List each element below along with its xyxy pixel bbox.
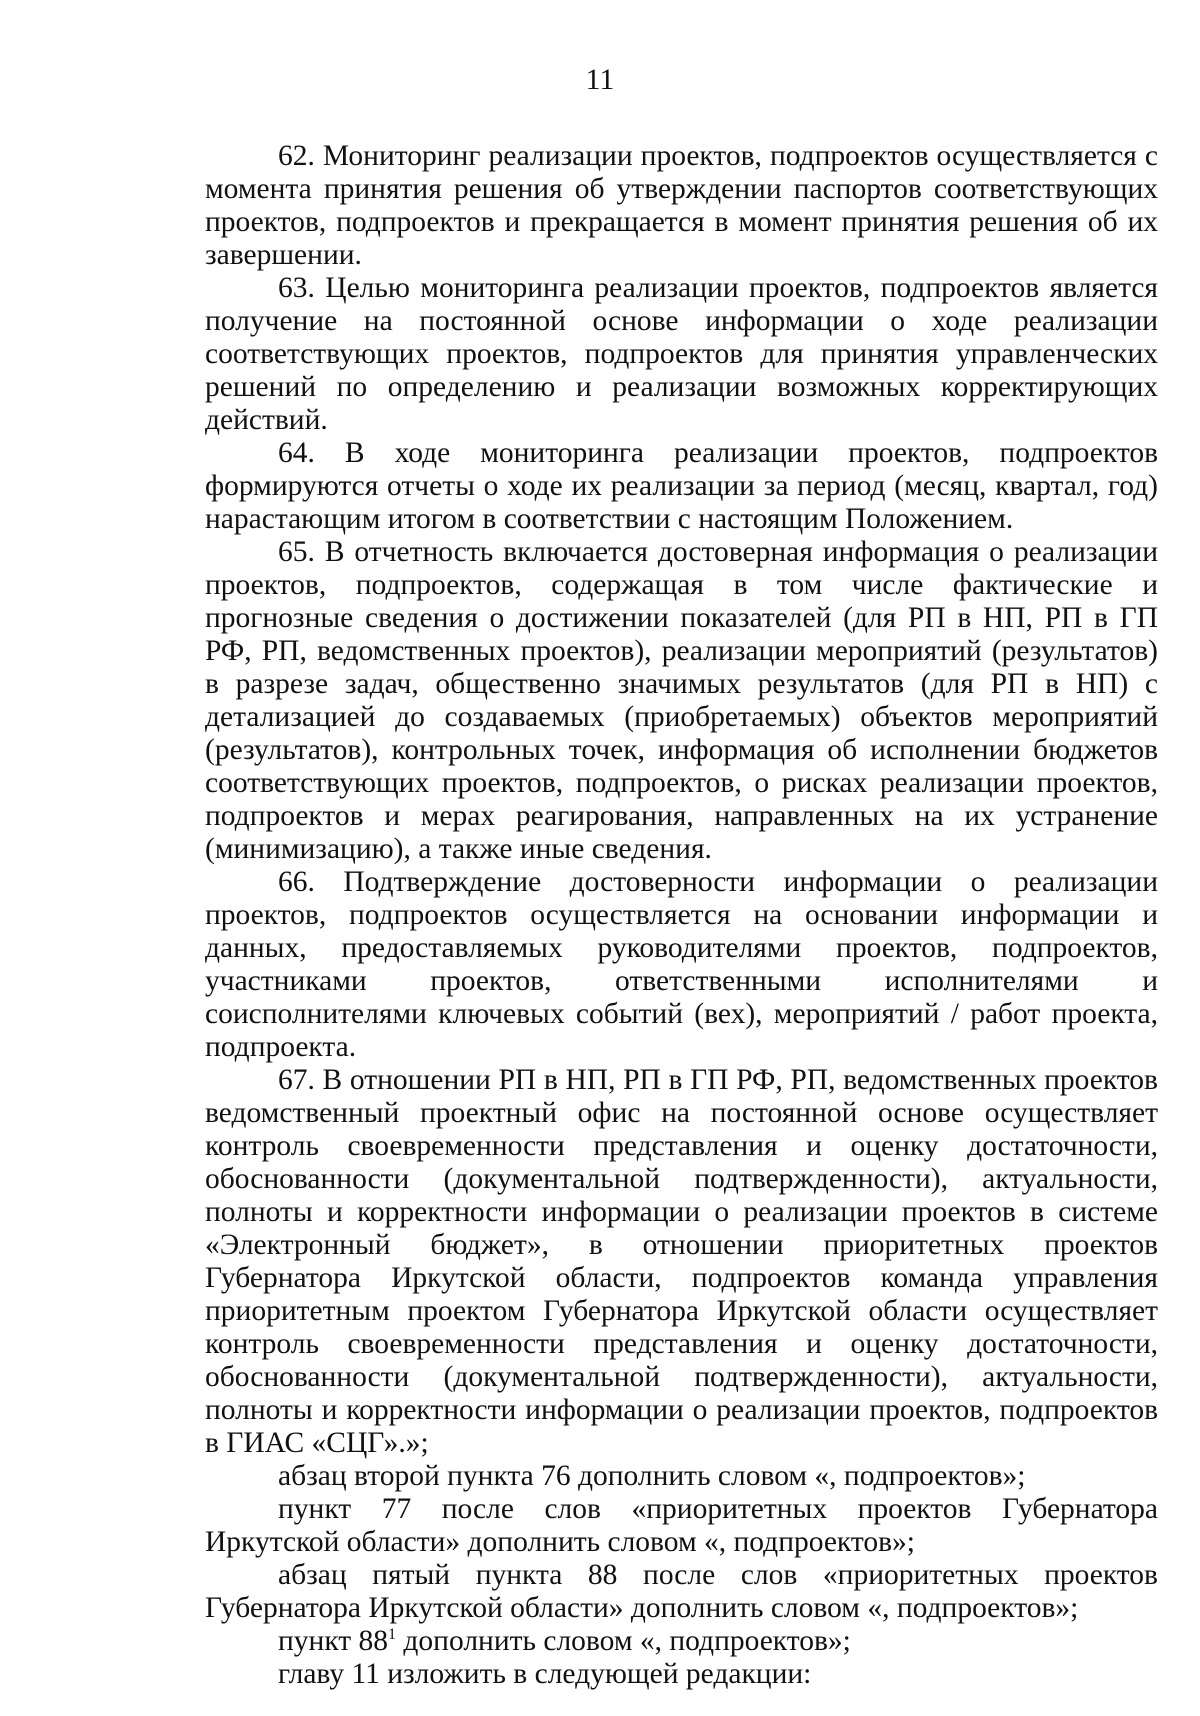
paragraph-62: 62. Мониторинг реализации проектов, подпроектов осуществляется с момента принятия решения об утверждении паспортов соответствующих проектов, подпроектов и прекращается в момент принятия решения об их завершении.: [205, 140, 1158, 271]
amendment-88-1-prefix: пункт 88: [278, 1625, 389, 1657]
amendment-88-1-superscript: 1: [388, 1626, 397, 1644]
paragraph-66: 66. Подтверждение достоверности информации о реализации проектов, подпроектов осуществляется на основании информации и данных, предоставляемых руководителями проектов, подпроектов, участниками проектов, ответственными исполнителями и соисполнителями ключевых событий (вех), мероприятий / работ проекта, подпроекта.: [205, 866, 1158, 1063]
page-number: 11: [585, 63, 615, 96]
paragraph-65: 65. В отчетность включается достоверная информация о реализации проектов, подпроектов, содержащая в том числе фактические и прогнозные сведения о достижении показателей (для РП в НП, РП в ГП РФ, РП, ведомственных проектов), реализации мероприятий (результатов) в разрезе задач, общественно значимых результатов (для РП в НП) с детализацией до создаваемых (приобретаемых) объектов мероприятий (результатов), контрольных точек, информация об исполнении бюджетов соответствующих проектов, подпроектов, о рисках реализации проектов, подпроектов и мерах реагирования, направленных на их устранение (минимизацию), а также иные сведения.: [205, 536, 1158, 865]
amendment-point-77: пункт 77 после слов «приоритетных проектов Губернатора Иркутской области» дополнить словом «, подпроектов»;: [205, 1493, 1158, 1558]
amendment-point-76: абзац второй пункта 76 дополнить словом «, подпроектов»;: [278, 1460, 1026, 1492]
amendment-chapter-11: главу 11 изложить в следующей редакции:: [278, 1658, 812, 1690]
paragraph-67: 67. В отношении РП в НП, РП в ГП РФ, РП, ведомственных проектов ведомственный проектный офис на постоянной основе осуществляет контроль своевременности представления и оценку достаточности, обоснованности (документальной подтвержденности), актуальности, полноты и корректности информации о реализации проектов в системе «Электронный бюджет», в отношении приоритетных проектов Губернатора Иркутской области, подпроектов команда управления приоритетным проектом Губернатора Иркутской области осуществляет контроль своевременности представления и оценку достаточности, обоснованности (документальной подтвержденности), актуальности, полноты и корректности информации о реализации проектов, подпроектов в ГИАС «СЦГ».»;: [205, 1064, 1158, 1459]
paragraph-64: 64. В ходе мониторинга реализации проектов, подпроектов формируются отчеты о ходе их реализации за период (месяц, квартал, год) нарастающим итогом в соответствии с настоящим Положением.: [205, 437, 1158, 535]
document-body: [205, 140, 1158, 1691]
amendment-point-88: абзац пятый пункта 88 после слов «приоритетных проектов Губернатора Иркутской области» дополнить словом «, подпроектов»;: [205, 1559, 1158, 1624]
amendment-point-88-1: [205, 1625, 1158, 1658]
paragraph-63: 63. Целью мониторинга реализации проектов, подпроектов является получение на постоянной основе информации о ходе реализации соответствующих проектов, подпроектов для принятия управленческих решений по определению и реализации возможных корректирующих действий.: [205, 272, 1158, 436]
amendment-88-1-suffix: дополнить словом «, подпроектов»;: [396, 1625, 851, 1657]
